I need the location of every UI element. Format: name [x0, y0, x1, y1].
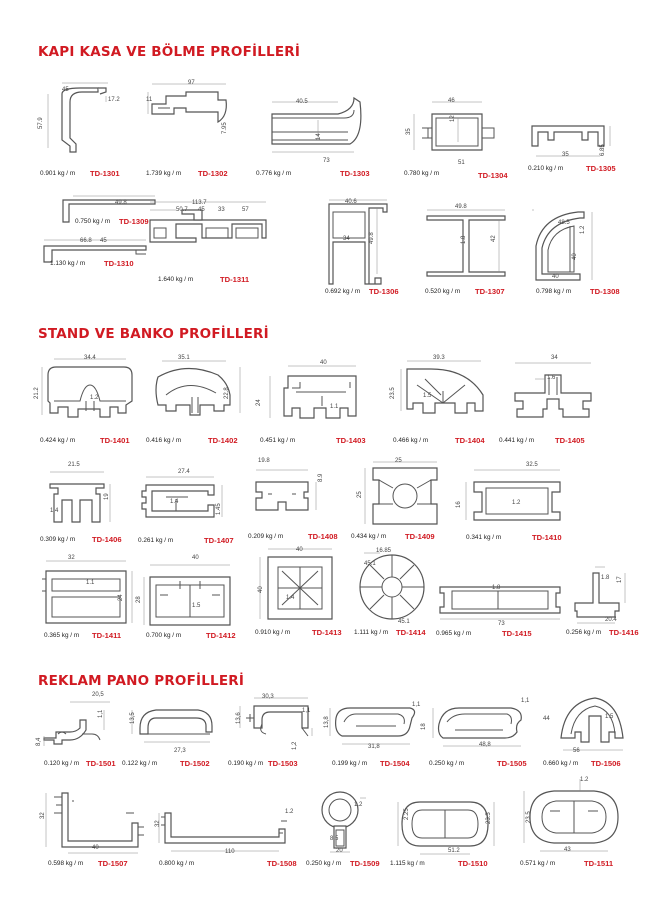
dimension-label: 34	[551, 355, 558, 361]
dimension-label: 48.5	[558, 220, 570, 226]
dimension-label: 20,5	[92, 692, 104, 698]
profile-td-1506	[545, 688, 625, 772]
weight-label: 1.115 kg / m	[390, 860, 425, 867]
dimension-label: 97	[188, 80, 195, 86]
weight-label: 0.598 kg / m	[48, 860, 84, 867]
dimension-label: 43	[564, 847, 571, 853]
dimension-label: 1.5	[192, 603, 201, 609]
profile-code: TD-1403	[336, 436, 366, 445]
dimension-label: 24	[256, 399, 262, 406]
profile-td-1409	[351, 458, 455, 542]
profile-td-1402	[146, 355, 246, 445]
dimension-label: 1,1	[412, 702, 421, 708]
dimension-label: 7.95	[222, 122, 228, 134]
profile-code: TD-1406	[92, 535, 122, 544]
profile-code: TD-1408	[308, 532, 338, 541]
dimension-label: 1,1	[98, 709, 104, 718]
profile-td-1310	[40, 236, 150, 278]
weight-label: 0.250 kg / m	[306, 860, 342, 867]
dimension-label: 33	[218, 207, 225, 213]
profile-code: TD-1308	[590, 287, 620, 296]
profile-code: TD-1416	[609, 628, 639, 637]
dimension-label: 45	[100, 238, 107, 244]
dimension-label: 25	[395, 458, 402, 464]
dimension-label: 22.8	[224, 387, 230, 399]
weight-label: 0.341 kg / m	[466, 534, 502, 541]
profile-drawing	[258, 545, 343, 630]
weight-label: 0.261 kg / m	[138, 537, 174, 544]
profile-code: TD-1305	[586, 164, 616, 173]
weight-label: 0.776 kg / m	[256, 170, 292, 177]
profile-td-1303	[256, 92, 370, 178]
profile-drawing	[575, 565, 635, 630]
weight-label: 0.365 kg / m	[44, 632, 80, 639]
profile-td-1301	[38, 78, 120, 178]
dimension-label: 57	[242, 207, 249, 213]
profile-drawing	[40, 783, 150, 858]
weight-label: 0.700 kg / m	[146, 632, 182, 639]
profile-td-1509	[306, 790, 380, 872]
dimension-label: 45.1	[364, 561, 376, 567]
weight-label: 0.199 kg / m	[332, 760, 368, 767]
weight-label: 0.434 kg / m	[351, 533, 387, 540]
dimension-label: 28	[136, 596, 142, 603]
profile-code: TD-1504	[380, 759, 410, 768]
profile-td-1302	[146, 78, 236, 178]
profile-td-1501	[36, 690, 116, 772]
profile-td-1505	[421, 690, 535, 772]
profile-td-1503	[228, 688, 317, 772]
dimension-label: 51	[458, 160, 465, 166]
profile-drawing	[520, 775, 625, 860]
dimension-label: 16.85	[376, 548, 392, 554]
profile-code: TD-1510	[458, 859, 488, 868]
dimension-label: 13,6	[236, 712, 242, 724]
profile-td-1508	[155, 803, 295, 870]
profile-code: TD-1309	[119, 217, 149, 226]
profile-drawing	[36, 690, 115, 760]
weight-label: 0.965 kg / m	[436, 630, 472, 637]
dimension-label: 48,8	[479, 742, 491, 748]
dimension-label: 34	[343, 236, 350, 242]
weight-label: 0.910 kg / m	[255, 629, 291, 636]
profile-td-1306	[325, 198, 405, 300]
profile-td-1413	[255, 545, 343, 642]
profile-td-1511	[520, 775, 625, 872]
dimension-label: 40.6	[345, 199, 357, 205]
dimension-label: 8,4	[36, 737, 42, 746]
profile-td-1305	[528, 120, 616, 174]
profile-drawing	[146, 355, 246, 430]
dimension-label: 16	[456, 501, 462, 508]
weight-label: 0.441 kg / m	[499, 437, 535, 444]
profile-drawing	[40, 553, 140, 625]
profile-drawing	[421, 690, 535, 760]
profile-code: TD-1302	[198, 169, 228, 178]
dimension-label: 21.5	[68, 462, 80, 468]
dimension-label: 40	[552, 274, 559, 280]
profile-code: TD-1310	[104, 259, 134, 268]
profile-td-1308	[528, 206, 618, 298]
profile-drawing	[40, 78, 120, 163]
profile-code: TD-1415	[502, 629, 532, 638]
dimension-label: 6.85	[600, 144, 606, 156]
profile-code: TD-1306	[369, 287, 399, 296]
dimension-label: 113.7	[192, 200, 207, 206]
weight-label: 0.256 kg / m	[566, 629, 602, 636]
dimension-label: 40	[572, 253, 578, 260]
dimension-label: 19	[104, 493, 110, 500]
profile-td-1504	[326, 692, 421, 772]
dimension-label: 110	[225, 849, 235, 855]
dimension-label: 1.8	[461, 235, 467, 244]
dimension-label: 30,3	[262, 694, 274, 700]
profile-drawing	[256, 358, 370, 430]
dimension-label: 1.8	[601, 575, 610, 581]
weight-label: 1.130 kg / m	[50, 260, 86, 267]
profile-drawing	[310, 790, 380, 860]
dimension-label: 32.5	[526, 462, 538, 468]
profile-code: TD-1507	[98, 859, 128, 868]
profile-code: TD-1503	[268, 759, 298, 768]
profile-drawing	[136, 555, 240, 627]
profile-drawing	[350, 545, 435, 630]
dimension-label: 45	[198, 207, 205, 213]
dimension-label: 32	[40, 812, 46, 819]
dimension-label: 44	[543, 716, 550, 722]
profile-code: TD-1502	[180, 759, 210, 768]
weight-label: 1.111 kg / m	[354, 629, 389, 636]
weight-label: 1.640 kg / m	[158, 276, 194, 283]
profile-td-1411	[40, 553, 140, 640]
profile-drawing	[436, 575, 566, 630]
dimension-label: 13,8	[324, 716, 330, 728]
profile-drawing	[545, 688, 625, 760]
weight-label: 0.210 kg / m	[528, 165, 564, 172]
dimension-label: 40	[320, 360, 327, 366]
weight-label: 0.692 kg / m	[325, 288, 361, 295]
profile-drawing	[425, 206, 515, 286]
weight-label: 0.416 kg / m	[146, 437, 182, 444]
profile-drawing	[146, 78, 236, 163]
profile-code: TD-1501	[86, 759, 116, 768]
dimension-label: 11	[146, 97, 153, 103]
dimension-label: 1,2	[292, 741, 298, 750]
dimension-label: 51.2	[448, 848, 460, 854]
profile-td-1404	[390, 355, 495, 445]
dimension-label: 14	[316, 133, 322, 140]
profile-code: TD-1311	[220, 275, 250, 284]
profile-td-1502	[122, 690, 221, 772]
dimension-label: 40.5	[296, 99, 308, 105]
weight-label: 0.901 kg / m	[40, 170, 76, 177]
weight-label: 0.780 kg / m	[404, 170, 440, 177]
dimension-label: 1.1	[330, 404, 339, 410]
weight-label: 0.309 kg / m	[40, 536, 76, 543]
dimension-label: 40	[92, 845, 99, 851]
profile-code: TD-1511	[584, 859, 614, 868]
dimension-label: 46	[448, 98, 455, 104]
dimension-label: 18	[421, 723, 427, 730]
dimension-label: 40	[192, 555, 199, 561]
profile-code: TD-1508	[267, 859, 297, 868]
profile-drawing	[408, 94, 503, 164]
profile-code: TD-1505	[497, 759, 527, 768]
dimension-label: 1.2	[285, 809, 294, 815]
dimension-label: 35.1	[178, 355, 190, 361]
section-title-reklam: REKLAM PANO PROFİLLERİ	[38, 673, 245, 689]
profile-code: TD-1414	[396, 628, 426, 637]
dimension-label: 1.2	[354, 802, 363, 808]
dimension-label: 1.2	[512, 500, 521, 506]
weight-label: 0.520 kg / m	[425, 288, 461, 295]
dimension-label: 24	[118, 594, 124, 601]
dimension-label: 27,3	[174, 748, 186, 754]
section-title-kapi: KAPI KASA VE BÖLME PROFİLLERİ	[38, 44, 301, 60]
profile-td-1406	[40, 460, 120, 542]
profile-drawing	[390, 790, 500, 860]
dimension-label: 42	[491, 235, 497, 242]
profile-code: TD-1509	[350, 859, 380, 868]
dimension-label: 8.9	[318, 473, 324, 482]
dimension-label: 49.8	[455, 204, 467, 210]
profile-drawing	[390, 355, 495, 430]
profile-drawing	[140, 467, 240, 532]
dimension-label: 1.2	[580, 777, 589, 783]
profile-drawing	[155, 803, 295, 858]
dimension-label: 21.2	[34, 387, 40, 399]
profile-code: TD-1402	[208, 436, 238, 445]
dimension-label: 35	[406, 128, 412, 135]
dimension-label: 35	[562, 152, 569, 158]
section-title-stand: STAND VE BANKO PROFİLLERİ	[38, 326, 269, 342]
dimension-label: 45	[62, 87, 69, 93]
profile-td-1307	[425, 206, 515, 298]
profile-drawing	[40, 460, 120, 530]
profile-drawing	[528, 206, 618, 286]
weight-label: 0.750 kg / m	[75, 218, 111, 225]
weight-label: 0.190 kg / m	[228, 760, 264, 767]
profile-drawing	[248, 458, 348, 530]
profile-td-1410	[456, 462, 570, 544]
dimension-label: 23.5	[390, 387, 396, 399]
weight-label: 0.209 kg / m	[248, 533, 284, 540]
dimension-label: 23.5	[526, 811, 532, 823]
dimension-label: 49.8	[369, 232, 375, 244]
profile-td-1507	[40, 783, 150, 870]
dimension-label: 39.3	[433, 355, 445, 361]
profile-td-1415	[436, 575, 566, 642]
dimension-label: 1.4	[170, 499, 179, 505]
weight-label: 0.250 kg / m	[429, 760, 465, 767]
weight-label: 0.451 kg / m	[260, 437, 296, 444]
dimension-label: 1.1	[86, 580, 95, 586]
profile-drawing	[456, 462, 570, 532]
profile-drawing	[355, 458, 455, 530]
profile-code: TD-1304	[478, 171, 508, 180]
profile-code: TD-1407	[204, 536, 234, 545]
dimension-label: 12	[450, 115, 456, 122]
dimension-label: 23.5	[486, 812, 492, 824]
dimension-label: 31,8	[368, 744, 380, 750]
dimension-label: 17	[617, 576, 623, 583]
profile-code: TD-1410	[532, 533, 562, 542]
dimension-label: 1.45	[216, 503, 222, 515]
profile-code: TD-1411	[92, 631, 122, 640]
profile-drawing	[34, 355, 140, 430]
profile-code: TD-1301	[90, 169, 120, 178]
dimension-label: 20.4	[605, 617, 617, 623]
profile-td-1407	[140, 467, 240, 544]
dimension-label: 32	[68, 555, 75, 561]
dimension-label: 1.2	[90, 395, 99, 401]
profile-td-1309	[55, 196, 155, 238]
weight-label: 0.571 kg / m	[520, 860, 556, 867]
dimension-label: 13,5	[130, 712, 136, 724]
dimension-label: 1.2	[580, 225, 586, 234]
profile-code: TD-1412	[206, 631, 236, 640]
profile-drawing	[528, 120, 613, 162]
dimension-label: 56	[573, 748, 580, 754]
profile-td-1416	[566, 565, 639, 642]
profile-td-1401	[34, 355, 140, 445]
dimension-label: 1,1	[521, 698, 530, 704]
profile-code: TD-1307	[475, 287, 505, 296]
profile-td-1403	[256, 358, 370, 445]
dimension-label: 49.8	[115, 200, 127, 206]
profile-code: TD-1409	[405, 532, 435, 541]
weight-label: 0.660 kg / m	[543, 760, 579, 767]
dimension-label: 66.8	[80, 238, 92, 244]
dimension-label: 1.6	[547, 375, 556, 381]
dimension-label: 27.4	[178, 469, 190, 475]
dimension-label: 45.1	[398, 619, 410, 625]
profile-drawing	[258, 92, 368, 162]
dimension-label: 1,1	[302, 708, 311, 714]
profile-td-1304	[404, 94, 508, 180]
profile-drawing	[126, 690, 221, 760]
profile-code: TD-1401	[100, 436, 130, 445]
dimension-label: 20	[336, 848, 343, 854]
profile-td-1405	[499, 355, 605, 445]
weight-label: 0.424 kg / m	[40, 437, 76, 444]
profile-td-1408	[248, 458, 348, 542]
dimension-label: 1.5	[423, 393, 432, 399]
weight-label: 0.120 kg / m	[44, 760, 80, 767]
weight-label: 0.798 kg / m	[536, 288, 572, 295]
dimension-label: 17.2	[108, 97, 120, 103]
profile-code: TD-1405	[555, 436, 585, 445]
dimension-label: 1.4	[50, 508, 59, 514]
profile-drawing	[326, 692, 421, 760]
dimension-label: 1.4	[286, 595, 295, 601]
profile-code: TD-1404	[455, 436, 485, 445]
dimension-label: 1.8	[492, 585, 501, 591]
profile-code: TD-1413	[312, 628, 342, 637]
dimension-label: 2.25	[404, 808, 410, 820]
dimension-label: 73	[323, 158, 330, 164]
weight-label: 0.800 kg / m	[159, 860, 195, 867]
dimension-label: 57.9	[38, 117, 44, 129]
weight-label: 1.739 kg / m	[146, 170, 182, 177]
weight-label: 0.122 kg / m	[122, 760, 158, 767]
dimension-label: 1.5	[605, 714, 614, 720]
profile-td-1412	[136, 555, 240, 640]
profile-drawing	[325, 198, 405, 288]
profile-drawing	[232, 688, 317, 760]
dimension-label: 32	[155, 820, 161, 827]
dimension-label: 50.7	[176, 207, 188, 213]
profile-drawing	[505, 355, 605, 430]
profile-drawing	[146, 198, 276, 270]
dimension-label: 19.8	[258, 458, 270, 464]
weight-label: 0.466 kg / m	[393, 437, 429, 444]
dimension-label: 34.4	[84, 355, 96, 361]
dimension-label: 8.5	[330, 836, 339, 842]
profile-td-1414	[350, 545, 435, 642]
profile-td-1510	[390, 790, 500, 872]
dimension-label: 40	[296, 547, 303, 553]
profile-code: TD-1506	[591, 759, 621, 768]
dimension-label: 25	[357, 491, 363, 498]
profile-td-1311	[146, 198, 276, 282]
dimension-label: 40	[258, 586, 264, 593]
profile-code: TD-1303	[340, 169, 370, 178]
dimension-label: 73	[498, 621, 505, 627]
